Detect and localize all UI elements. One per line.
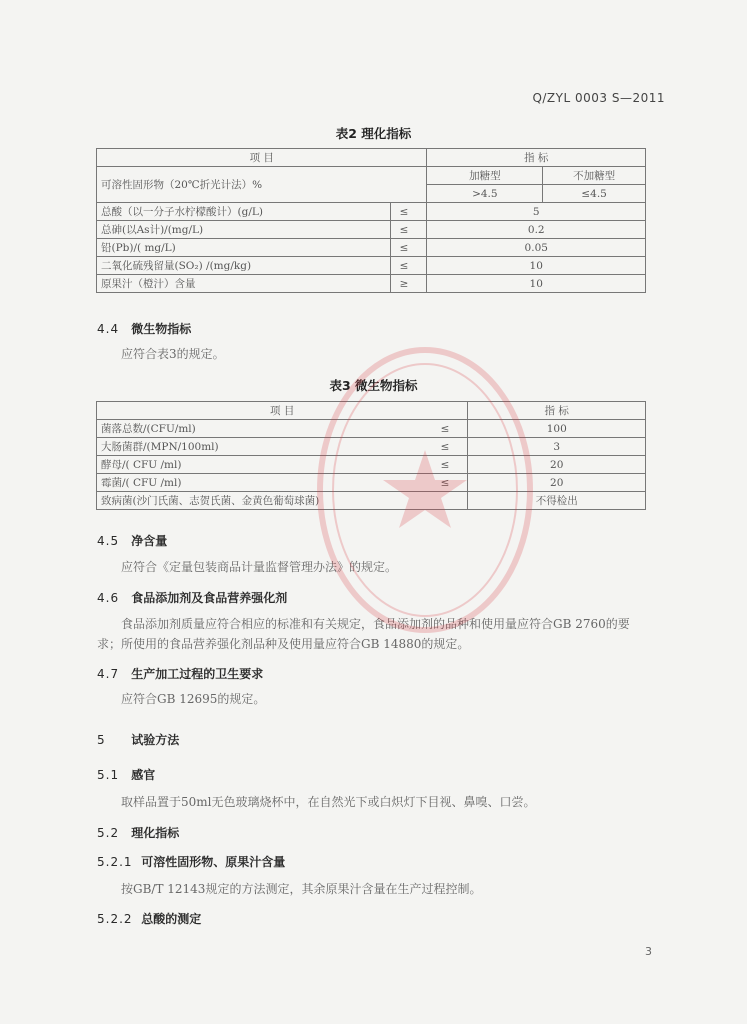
- section-4-6-text: 食品添加剂质量应符合相应的标准和有关规定，食品添加剂的品种和使用量应符合GB 2760的要求；所使用的食品营养强化剂品种及使用量应符合GB 14880的规定。: [97, 617, 630, 651]
- table-row: 铅(Pb)/( mg/L) ≤ 0.05: [97, 239, 646, 257]
- table2-header-index: 指 标: [427, 149, 646, 167]
- table2: [96, 148, 646, 293]
- page-number: 3: [645, 945, 652, 958]
- table3-header-index: 指 标: [468, 402, 646, 420]
- table2-value-sweetened: >4.5: [427, 185, 543, 203]
- section-5-heading: 5 试验方法: [97, 733, 180, 747]
- table-row: 酵母/( CFU /ml) ≤ 20: [97, 456, 646, 474]
- section-4-7-heading: 4.7 生产加工过程的卫生要求: [97, 667, 264, 681]
- table2-header-item: 项 目: [97, 149, 427, 167]
- table-row: 大肠菌群/(MPN/100ml) ≤ 3: [97, 438, 646, 456]
- section-4-5-heading: 4.5 净含量: [97, 534, 168, 548]
- table-row: 二氧化硫残留量(SO₂) /(mg/kg) ≤ 10: [97, 257, 646, 275]
- table2-soluble-solids-label: 可溶性固形物（20℃折光计法）%: [97, 167, 427, 203]
- table3-header-item: 项 目: [97, 402, 468, 420]
- section-4-6-heading: 4.6 食品添加剂及食品营养强化剂: [97, 591, 288, 605]
- table2-value-unsweetened: ≤4.5: [543, 185, 646, 203]
- table2-sub-unsweetened: 不加糖型: [543, 167, 646, 185]
- section-4-5-text: 应符合《定量包装商品计量监督管理办法》的规定。: [121, 560, 398, 574]
- section-5-1-text: 取样品置于50ml无色玻璃烧杯中，在自然光下或白炽灯下目视、鼻嗅、口尝。: [121, 795, 536, 809]
- section-5-1-heading: 5.1 感官: [97, 768, 156, 782]
- section-5-2-heading: 5.2 理化指标: [97, 826, 180, 840]
- table-row: 原果汁（橙汁）含量 ≥ 10: [97, 275, 646, 293]
- table-row: 致病菌(沙门氏菌、志贺氏菌、金黄色葡萄球菌) 不得检出: [97, 492, 646, 510]
- document-id: Q/ZYL 0003 S—2011: [532, 91, 665, 105]
- section-5-2-2-heading: 5.2.2 总酸的测定: [97, 912, 202, 926]
- section-4-7-text: 应符合GB 12695的规定。: [121, 692, 266, 706]
- section-5-2-1-text: 按GB/T 12143规定的方法测定，其余原果汁含量在生产过程控制。: [121, 882, 482, 896]
- table3-caption: 表3 微生物指标: [329, 378, 418, 393]
- table3: [96, 401, 646, 510]
- table2-caption: 表2 理化指标: [335, 126, 412, 141]
- table-row: 总砷(以As计)/(mg/L) ≤ 0.2: [97, 221, 646, 239]
- section-4-4-heading: 4.4 微生物指标: [97, 322, 192, 336]
- table-row: 霉菌/( CFU /ml) ≤ 20: [97, 474, 646, 492]
- table-row: 总酸（以一分子水柠檬酸计）(g/L) ≤ 5: [97, 203, 646, 221]
- table2-sub-sweetened: 加糖型: [427, 167, 543, 185]
- section-5-2-1-heading: 5.2.1 可溶性固形物、原果汁含量: [97, 855, 286, 869]
- table-row: 菌落总数/(CFU/ml) ≤ 100: [97, 420, 646, 438]
- section-4-4-text: 应符合表3的规定。: [121, 347, 225, 361]
